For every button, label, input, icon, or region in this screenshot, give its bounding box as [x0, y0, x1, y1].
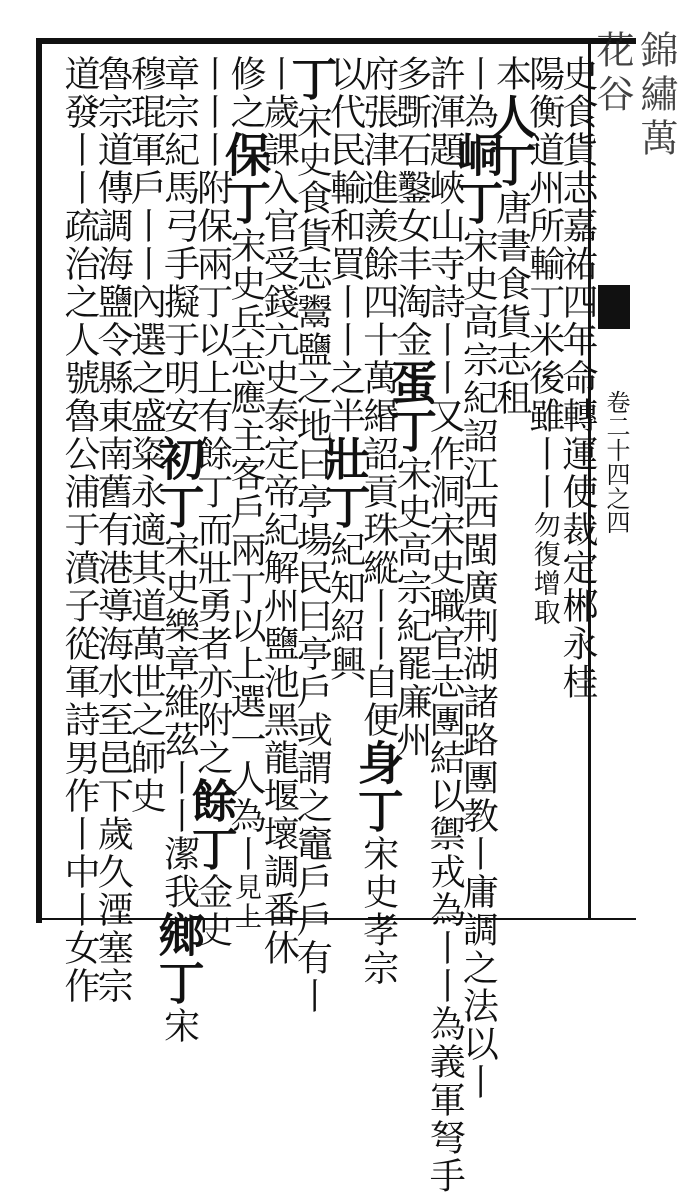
text-segment: 宋史高宗紀詔江西閩廣荆湖諸路團教 [457, 227, 499, 835]
volume-label: 卷二十四之四 [602, 390, 630, 534]
headword: 峒丁 [450, 131, 505, 227]
text-segment: 史 [125, 777, 167, 815]
text-segment: 丨丨 [424, 321, 466, 397]
text-segment: 紀知紹興 [324, 531, 366, 683]
text-segment: 金史 [191, 873, 233, 949]
headword: 身丁 [350, 739, 405, 835]
text-segment: 宋史樂章維茲丨丨潔我 [158, 531, 200, 911]
text-segment: 丨附保兩丁以上有餘丁而壯勇者亦附之 [191, 131, 233, 777]
headword: 人丁 [483, 93, 538, 189]
headword: 鄉丁 [151, 911, 206, 1007]
text-segment: 府張津進羨餘四十萬緡詔 [357, 55, 399, 473]
text-segment: 見上 [230, 873, 261, 931]
text-segment: 史食貨志嘉祐四年命轉運使裁定郴永桂 [557, 55, 598, 701]
text-segment: 多斲石鑿女丰淘金 [391, 55, 432, 359]
text-segment: 丨丨 [191, 55, 233, 131]
text-segment: 丨歲課入官受錢亢史泰定帝紀解州鹽池黑龍堰壞調番休 [258, 55, 300, 967]
headword: 餘丁 [184, 777, 239, 873]
text-segment: 貢珠縱丨丨自便 [357, 473, 399, 739]
headword: 壯丁 [317, 435, 372, 531]
headword: 蛋丁 [384, 359, 438, 455]
text-segment: 魯宗道傳調海鹽令縣東南舊有港導海水至邑下歲久湮塞宗 [92, 55, 134, 1005]
headword: 保丁 [218, 131, 272, 227]
text-segment: 丨 [457, 835, 499, 873]
left-border [36, 38, 42, 923]
text-segment: 修之 [225, 55, 266, 131]
text-segment: 穆琨軍戶丨丨內選之 [125, 55, 167, 397]
text-segment: 丨丨 [324, 283, 366, 359]
text-segment: 勿復增取 [528, 511, 560, 627]
text-segment: 陽衡道州所輸丁米後雖 [523, 55, 565, 435]
headword: 初丁 [151, 435, 206, 531]
text-segment: 之半 [324, 359, 366, 435]
text-segment: 章宗紀馬弓手擬于明安 [158, 55, 200, 435]
text-segment: 宋史食貨志鬻鹽之地曰亭場民曰亭戶或謂之竈戶戶有丨 [291, 103, 333, 1015]
headword: 丁 [284, 55, 339, 103]
text-segment: 許渾題峽山寺詩 [424, 55, 466, 321]
text-segment: 道發丨丨疏治之人號魯公浦于濆子從軍詩男作丨中丨女作 [59, 55, 100, 1005]
text-segment: 唐書食貨志租 [490, 189, 532, 417]
text-segment: 以代民輸和買 [324, 55, 366, 283]
text-segment: 宋史高宗紀罷廉州 [391, 455, 432, 759]
text-segment: 本 [490, 55, 532, 93]
top-border [36, 38, 636, 44]
text-segment: 丨為 [457, 55, 499, 131]
text-segment: 宋 [158, 1007, 200, 1045]
text-segment: 庸調之法以丨 [457, 873, 499, 1101]
text-segment: 又作洞宋史職官志團結以禦戎為丨丨為義軍弩手 [424, 397, 466, 1195]
book-title: 錦繡萬花谷 [590, 30, 678, 162]
text-segment: 丨丨 [523, 435, 565, 511]
text-segment: 宋史孝宗 [357, 835, 399, 987]
text-column [50, 55, 108, 1005]
text-segment: 宋史兵志應主客戶兩丁以上選一人為丨 [225, 227, 266, 873]
text-segment: 盛粢永適其道萬世之師 [125, 397, 167, 777]
